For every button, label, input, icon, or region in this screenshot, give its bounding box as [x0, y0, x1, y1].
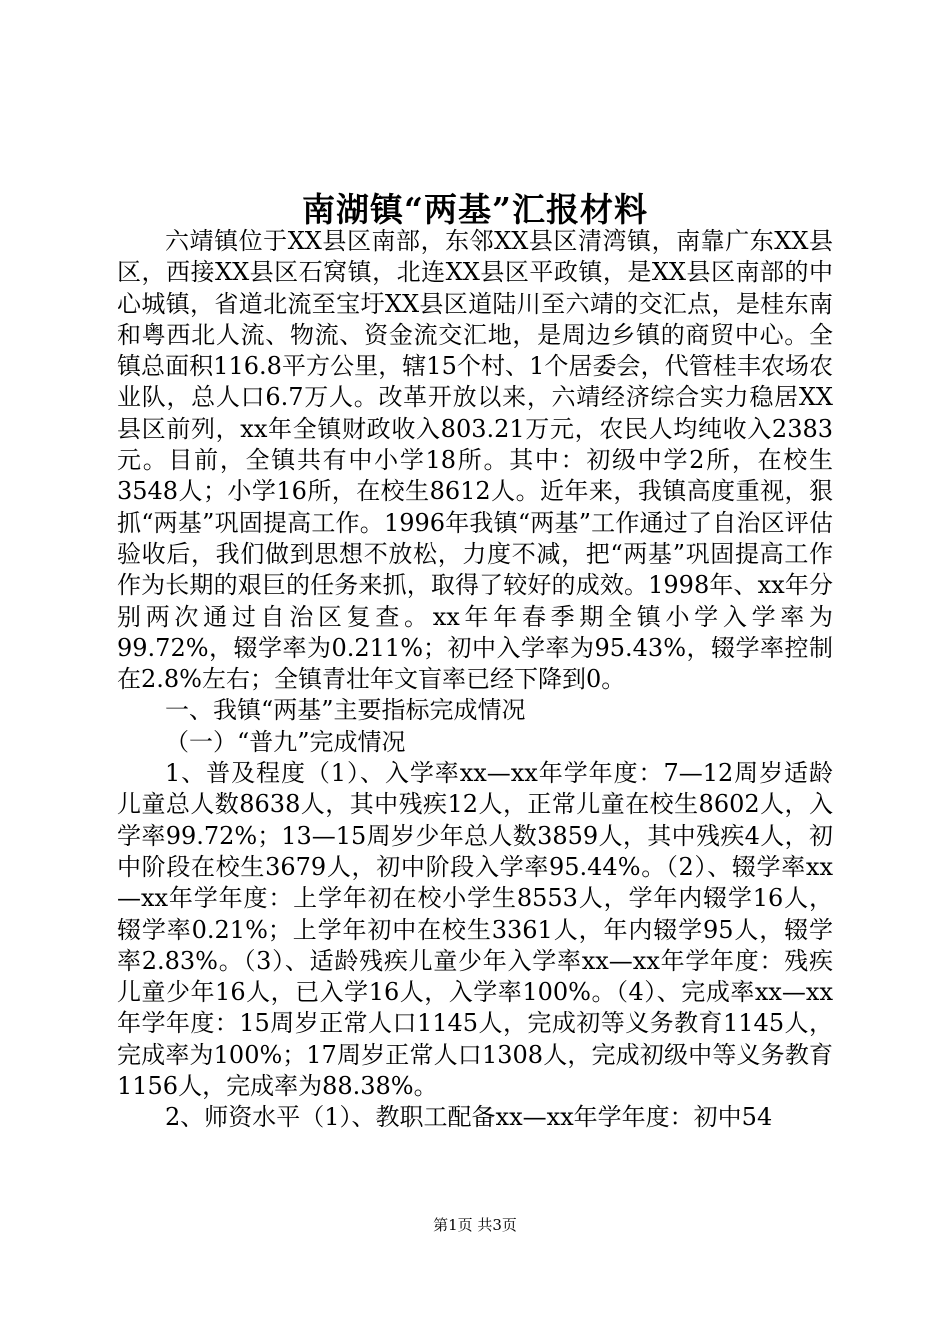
- section-heading-main-indicators: 一、我镇“两基”主要指标完成情况: [165, 696, 526, 725]
- page-number-footer: 第1页 共3页: [433, 1216, 517, 1234]
- paragraph-intro: 六靖镇位于XX县区南部，东邻XX县区清湾镇，南靠广东XX县区，西接XX县区石窝镇，北连XX县区平政镇，是XX县区南部的中心城镇，省道北流至宝圩XX县区道陆川至六靖的交汇点，是桂东南和粤西北人流、物流、资金流交汇地，是周边乡镇的商贸中心。全镇总面积116.8平方公里，辖15个村、1个居委会，代管桂丰农场农业队，总人口6.7万人。改革开放以来，六靖经济综合实力稳居XX县区前列，xx年全镇财政收入803.21万元，农民人均纯收入2383元。目前，全镇共有中小学18所。其中：初级中学2所，在校生3548人；小学16所，在校生8612人。近年来，我镇高度重视，狠抓“两基”巩固提高工作。1996年我镇“两基”工作通过了自治区评估验收后，我们做到思想不放松，力度不减，把“两基”巩固提高工作作为长期的艰巨的任务来抓，取得了较好的成效。1998年、xx年分别两次通过自治区复查。xx年年春季期全镇小学入学率为99.72%，辍学率为0.211%；初中入学率为95.43%，辍学率控制在2.8%左右；全镇青壮年文盲率已经下降到0。: [117, 227, 833, 694]
- document-title: 南湖镇“两基”汇报材料: [302, 190, 648, 229]
- paragraph-popularization: 1、普及程度（1）、入学率xx—xx年学年度：7—12周岁适龄儿童总人数8638人，其中残疾12人，正常儿童在校生8602人，入学率99.72%；13—15周岁少年总人数3859人，其中残疾4人，初中阶段在校生3679人，初中阶段入学率95.44%。（2）、辍学率xx—xx年学年度：上学年初在校小学生8553人，学年内辍学16人，辍学率0.21%；上学年初中在校生3361人，年内辍学95人，辍学率2.83%。（3）、适龄残疾儿童少年入学率xx—xx年学年度：残疾儿童少年16人，已入学16人，入学率100%。（4）、完成率xx—xx年学年度：15周岁正常人口1145人，完成初等义务教育1145人，完成率为100%；17周岁正常人口1308人，完成初级中等义务教育1156人，完成率为88.38%。: [117, 759, 833, 1101]
- document-body: [117, 226, 833, 1134]
- subsection-heading-pujiu: （一）“普九”完成情况: [165, 727, 406, 756]
- paragraph-teacher-level: 2、师资水平（1）、教职工配备xx—xx年学年度：初中54: [165, 1103, 773, 1132]
